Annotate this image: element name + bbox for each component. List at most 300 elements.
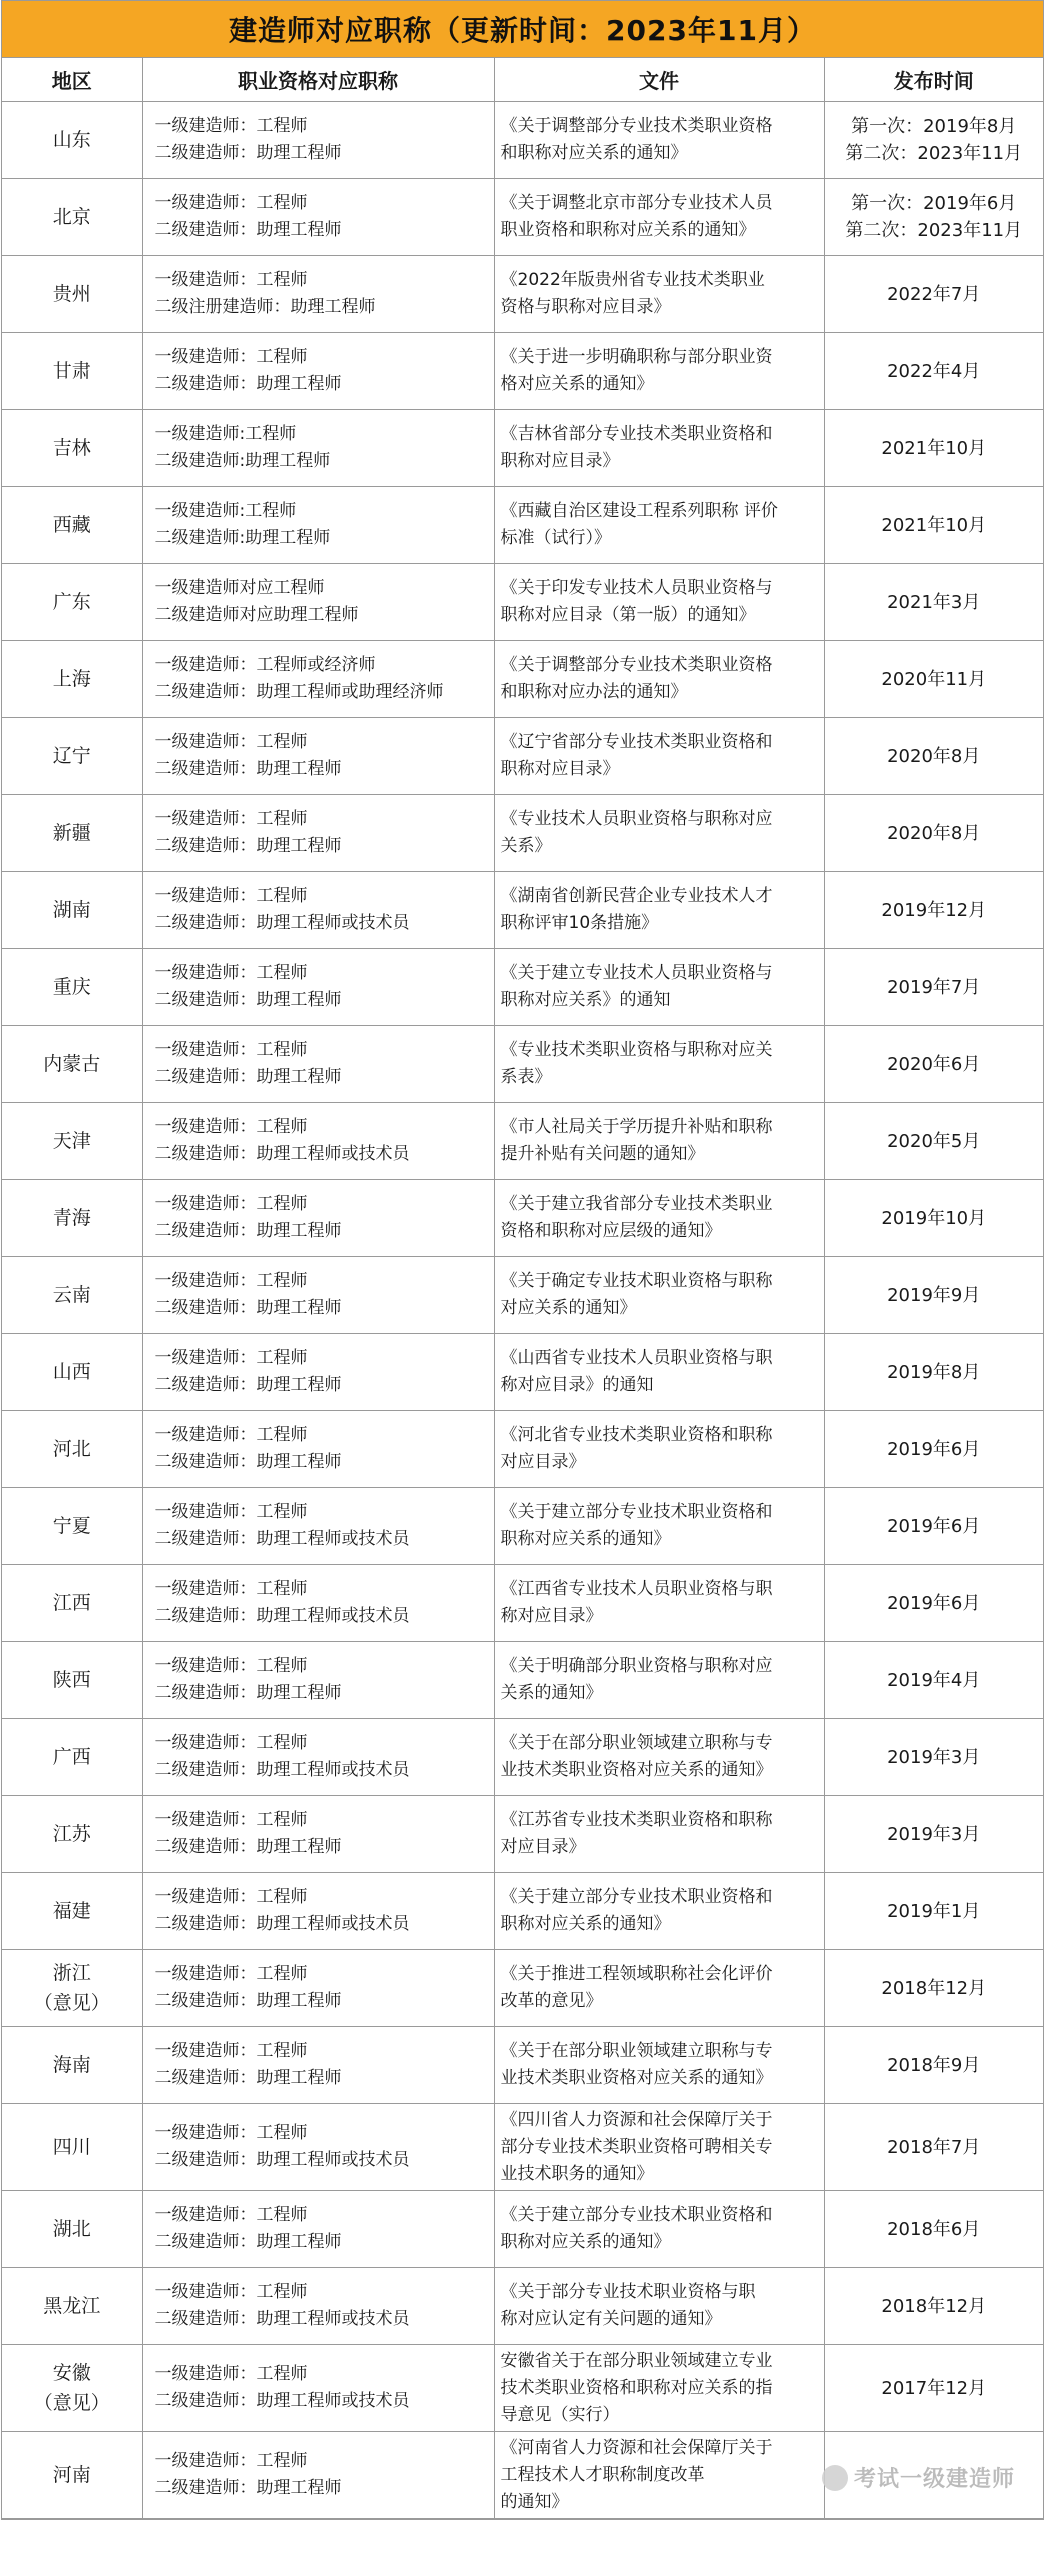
cell-document-line: 资格与职称对应目录》 (500, 297, 671, 317)
cell-date-line: 2022年7月 (887, 283, 981, 305)
cell-document-line: 业技术类职业资格对应关系的通知》 (500, 2068, 773, 2088)
cell-region-line: 广东 (52, 591, 91, 613)
cell-quals (142, 2268, 494, 2345)
table-row (2, 2432, 1043, 2519)
cell-quals (142, 2191, 494, 2268)
cell-date (824, 795, 1043, 872)
cell-document-line: 《四川省人力资源和社会保障厅关于 (500, 2109, 773, 2130)
cell-document (494, 333, 824, 410)
cell-date (824, 1796, 1043, 1873)
cell-document-line: 和职称对应办法的通知》 (500, 682, 688, 702)
cell-quals (142, 2027, 494, 2104)
cell-quals (142, 1565, 494, 1642)
cell-quals-line: 一级建造师：工程师 (154, 732, 308, 752)
cell-region-line: 内蒙古 (43, 1053, 101, 1075)
cell-region (2, 795, 142, 872)
cell-document-line: 《关于建立部分专业技术职业资格和 (500, 1502, 773, 1522)
cell-date-line: 2021年10月 (881, 437, 987, 459)
cell-region (2, 1257, 142, 1334)
cell-document-line: 《关于调整北京市部分专业技术人员 (500, 193, 773, 213)
cell-quals-line: 二级建造师：助理工程师或助理经济师 (154, 682, 444, 702)
cell-document-line: 《吉林省部分专业技术类职业资格和 (500, 424, 773, 444)
cell-quals-line: 二级建造师对应助理工程师 (154, 605, 359, 625)
cell-quals-line: 二级建造师：助理工程师或技术员 (154, 2150, 410, 2170)
cell-region (2, 564, 142, 641)
cell-region (2, 872, 142, 949)
cell-document-line: 《2022年版贵州省专业技术类职业 (500, 270, 765, 290)
cell-date (824, 2345, 1043, 2432)
cell-quals-line: 二级建造师：助理工程师 (154, 220, 342, 240)
cell-document (494, 1180, 824, 1257)
cell-quals (142, 1257, 494, 1334)
cell-quals-line: 一级建造师：工程师 (154, 2123, 308, 2143)
cell-region-line: 黑龙江 (43, 2295, 101, 2317)
cell-quals-line: 一级建造师：工程师 (154, 1040, 308, 1060)
cell-date-line: 2019年6月 (887, 1438, 981, 1460)
cell-quals (142, 795, 494, 872)
cell-region-line: 青海 (52, 1207, 91, 1229)
cell-document-line: 《关于在部分职业领域建立职称与专 (500, 1733, 773, 1753)
cell-region-line: 上海 (52, 668, 91, 690)
cell-region (2, 1334, 142, 1411)
cell-quals (142, 1796, 494, 1873)
cell-quals-line: 一级建造师：工程师 (154, 2451, 308, 2471)
cell-quals (142, 1642, 494, 1719)
cell-region (2, 641, 142, 718)
cell-quals (142, 102, 494, 179)
cell-document (494, 718, 824, 795)
cell-region-line: 湖北 (52, 2218, 91, 2240)
cell-document-line: 《河南省人力资源和社会保障厅关于 (500, 2437, 773, 2458)
cell-region-line: 河南 (52, 2464, 91, 2486)
cell-quals (142, 1873, 494, 1950)
cell-quals (142, 718, 494, 795)
cell-quals-line: 二级建造师：助理工程师 (154, 1991, 342, 2011)
cell-quals (142, 1950, 494, 2027)
cell-quals (142, 2432, 494, 2519)
cell-document-line: 职称对应目录》 (500, 759, 620, 779)
cell-region-line: 江西 (52, 1592, 91, 1614)
cell-quals-line: 二级建造师：助理工程师 (154, 1298, 342, 1318)
cell-document (494, 1642, 824, 1719)
cell-document (494, 487, 824, 564)
cell-document-line: 部分专业技术类职业资格可聘相关专 (500, 2136, 773, 2157)
table-row (2, 2027, 1043, 2104)
cell-document-line: 提升补贴有关问题的通知》 (500, 1144, 705, 1164)
table-row (2, 2191, 1043, 2268)
cell-document-line: 《专业技术人员职业资格与职称对应 (500, 809, 773, 829)
header-region: 地区 (2, 58, 142, 102)
cell-region-line: 陕西 (52, 1669, 91, 1691)
cell-document-line: 工程技术人才职称制度改革 (500, 2464, 705, 2485)
credential-table-sheet (1, 0, 1044, 2520)
cell-date (824, 333, 1043, 410)
cell-quals-line: 二级建造师：助理工程师 (154, 2068, 342, 2088)
cell-region (2, 1103, 142, 1180)
cell-date (824, 2027, 1043, 2104)
cell-document-line: 《关于建立专业技术人员职业资格与 (500, 963, 773, 983)
cell-document-line: 导意见（实行） (500, 2404, 620, 2425)
cell-region (2, 1950, 142, 2027)
cell-region-line: 吉林 (52, 437, 91, 459)
cell-quals (142, 333, 494, 410)
cell-quals-line: 二级建造师：助理工程师 (154, 1375, 342, 1395)
cell-date-line: 2019年9月 (887, 1284, 981, 1306)
cell-date-line: 2018年9月 (887, 2054, 981, 2076)
cell-document-line: 职称对应关系的通知》 (500, 1529, 671, 1549)
table-row (2, 1796, 1043, 1873)
header-document: 文件 (494, 58, 824, 102)
cell-quals-line: 二级建造师：助理工程师 (154, 836, 342, 856)
cell-document-line: 《关于在部分职业领域建立职称与专 (500, 2041, 773, 2061)
cell-date-line: 2020年11月 (881, 668, 987, 690)
cell-date-line: 2017年12月 (881, 2377, 987, 2399)
cell-region-line: （意见） (33, 2392, 110, 2414)
cell-region (2, 1642, 142, 1719)
cell-document-line: 业技术职务的通知》 (500, 2163, 654, 2184)
cell-quals-line: 二级建造师：助理工程师 (154, 990, 342, 1010)
table-row (2, 2345, 1043, 2432)
cell-document-line: 《关于建立我省部分专业技术类职业 (500, 1194, 773, 1214)
cell-quals-line: 二级注册建造师：助理工程师 (154, 297, 376, 317)
cell-quals (142, 256, 494, 333)
cell-document-line: 《关于建立部分专业技术职业资格和 (500, 1887, 773, 1907)
table-row (2, 949, 1043, 1026)
cell-quals-line: 一级建造师：工程师 (154, 270, 308, 290)
cell-quals-line: 一级建造师：工程师 (154, 886, 308, 906)
cell-document-line: 《湖南省创新民营企业专业技术人才 (500, 886, 773, 906)
cell-region-line: 辽宁 (52, 745, 91, 767)
cell-document-line: 职称对应关系》的通知 (500, 990, 671, 1010)
table-row (2, 179, 1043, 256)
cell-document (494, 2191, 824, 2268)
cell-document (494, 1565, 824, 1642)
table-row (2, 1334, 1043, 1411)
cell-quals-line: 二级建造师：助理工程师或技术员 (154, 1606, 410, 1626)
cell-region (2, 102, 142, 179)
cell-document (494, 102, 824, 179)
cell-date-line: 第一次：2019年8月 (851, 116, 1017, 137)
cell-document (494, 2268, 824, 2345)
cell-document-line: 《市人社局关于学历提升补贴和职称 (500, 1117, 773, 1137)
cell-quals-line: 二级建造师：助理工程师 (154, 759, 342, 779)
cell-date (824, 641, 1043, 718)
cell-document-line: 《关于建立部分专业技术职业资格和 (500, 2205, 773, 2225)
cell-region (2, 1565, 142, 1642)
cell-region (2, 1488, 142, 1565)
cell-date-line: 第二次：2023年11月 (845, 143, 1023, 164)
cell-quals-line: 一级建造师：工程师 (154, 1810, 308, 1830)
cell-quals-line: 一级建造师：工程师 (154, 1271, 308, 1291)
cell-region (2, 2345, 142, 2432)
cell-date-line: 2018年12月 (881, 1977, 987, 1999)
cell-region-line: 广西 (52, 1746, 91, 1768)
cell-region (2, 1719, 142, 1796)
cell-document-line: 职称对应关系的通知》 (500, 2232, 671, 2252)
cell-date (824, 179, 1043, 256)
cell-quals-line: 一级建造师：工程师或经济师 (154, 655, 376, 675)
cell-date (824, 1257, 1043, 1334)
cell-region-line: （意见） (33, 1992, 110, 2014)
cell-quals-line: 一级建造师：工程师 (154, 1194, 308, 1214)
cell-document-line: 关系》 (500, 836, 552, 856)
cell-region-line: 江苏 (52, 1823, 91, 1845)
table-row (2, 102, 1043, 179)
cell-document (494, 872, 824, 949)
cell-quals-line: 一级建造师：工程师 (154, 193, 308, 213)
cell-region-line: 海南 (52, 2054, 91, 2076)
cell-quals-line: 一级建造师对应工程师 (154, 578, 325, 598)
cell-region (2, 333, 142, 410)
cell-region-line: 西藏 (52, 514, 91, 536)
cell-date (824, 2268, 1043, 2345)
cell-quals-line: 一级建造师：工程师 (154, 2364, 308, 2384)
cell-quals (142, 1719, 494, 1796)
credential-table (2, 58, 1043, 2519)
cell-region (2, 1026, 142, 1103)
table-row (2, 1257, 1043, 1334)
cell-document (494, 2104, 824, 2191)
cell-quals-line: 一级建造师：工程师 (154, 1887, 308, 1907)
cell-document-line: 格对应关系的通知》 (500, 374, 654, 394)
cell-date-line: 2020年8月 (887, 745, 981, 767)
table-row (2, 1565, 1043, 1642)
cell-quals (142, 1026, 494, 1103)
cell-date (824, 564, 1043, 641)
cell-date-line: 2020年5月 (887, 1130, 981, 1152)
cell-document-line: 的通知》 (500, 2491, 569, 2512)
table-row (2, 872, 1043, 949)
cell-document-line: 资格和职称对应层级的通知》 (500, 1221, 722, 1241)
cell-document (494, 1103, 824, 1180)
cell-document-line: 技术类职业资格和职称对应关系的指 (500, 2377, 773, 2398)
cell-date (824, 2432, 1043, 2519)
cell-document (494, 641, 824, 718)
cell-document-line: 安徽省关于在部分职业领域建立专业 (500, 2350, 773, 2371)
table-row (2, 1026, 1043, 1103)
cell-date (824, 1873, 1043, 1950)
cell-quals-line: 二级建造师：助理工程师 (154, 374, 342, 394)
cell-document-line: 《江西省专业技术人员职业资格与职 (500, 1579, 773, 1599)
cell-quals (142, 872, 494, 949)
table-row (2, 1719, 1043, 1796)
table-row (2, 2268, 1043, 2345)
cell-date (824, 949, 1043, 1026)
cell-date-line: 2019年8月 (887, 1361, 981, 1383)
cell-region (2, 2432, 142, 2519)
cell-date (824, 487, 1043, 564)
table-row (2, 564, 1043, 641)
cell-document-line: 《河北省专业技术类职业资格和职称 (500, 1425, 773, 1445)
cell-document-line: 改革的意见》 (500, 1991, 603, 2011)
cell-date-line: 2018年6月 (887, 2218, 981, 2240)
cell-date-line: 2019年7月 (887, 976, 981, 998)
cell-quals-line: 一级建造师：工程师 (154, 116, 308, 136)
cell-region-line: 河北 (52, 1438, 91, 1460)
cell-document-line: 《关于明确部分职业资格与职称对应 (500, 1656, 773, 1676)
cell-region-line: 新疆 (52, 822, 91, 844)
cell-date-line: 第二次：2023年11月 (845, 220, 1023, 241)
cell-date-line: 2019年6月 (887, 1515, 981, 1537)
cell-document-line: 《关于印发专业技术人员职业资格与 (500, 578, 773, 598)
cell-date-line: 2019年10月 (881, 1207, 987, 1229)
table-title-bar (2, 1, 1043, 58)
cell-date-line: 2019年1月 (887, 1900, 981, 1922)
cell-region-line: 云南 (52, 1284, 91, 1306)
table-row (2, 1103, 1043, 1180)
cell-document (494, 1026, 824, 1103)
cell-quals-line: 二级建造师：助理工程师 (154, 1683, 342, 1703)
cell-document (494, 179, 824, 256)
cell-quals (142, 1411, 494, 1488)
table-row (2, 333, 1043, 410)
header-quals: 职业资格对应职称 (142, 58, 494, 102)
cell-quals-line: 一级建造师：工程师 (154, 1656, 308, 1676)
cell-region (2, 2191, 142, 2268)
cell-date-line: 2019年12月 (881, 899, 987, 921)
cell-date (824, 1411, 1043, 1488)
cell-region-line: 北京 (52, 206, 91, 228)
cell-quals-line: 一级建造师：工程师 (154, 1502, 308, 1522)
cell-quals-line: 二级建造师：助理工程师 (154, 2478, 342, 2498)
cell-document-line: 《关于调整部分专业技术类职业资格 (500, 655, 773, 675)
cell-quals-line: 二级建造师：助理工程师或技术员 (154, 1144, 410, 1164)
cell-region (2, 1873, 142, 1950)
table-row (2, 718, 1043, 795)
cell-quals (142, 949, 494, 1026)
cell-date (824, 1103, 1043, 1180)
cell-quals-line: 一级建造师：工程师 (154, 1348, 308, 1368)
cell-quals-line: 一级建造师：工程师 (154, 1579, 308, 1599)
cell-quals-line: 一级建造师：工程师 (154, 1117, 308, 1137)
cell-quals-line: 二级建造师：助理工程师或技术员 (154, 913, 410, 933)
cell-date-line: 2019年6月 (887, 1592, 981, 1614)
table-row (2, 641, 1043, 718)
cell-document-line: 职称对应目录》 (500, 451, 620, 471)
cell-quals (142, 1180, 494, 1257)
cell-region-line: 重庆 (52, 976, 91, 998)
watermark-text: 考试一级建造师 (853, 2467, 1015, 2492)
cell-document-line: 对应目录》 (500, 1452, 586, 1472)
cell-document-line: 《关于进一步明确职称与部分职业资 (500, 347, 773, 367)
cell-document-line: 《专业技术类职业资格与职称对应关 (500, 1040, 773, 1060)
cell-date (824, 718, 1043, 795)
table-title: 建造师对应职称（更新时间：2023年11月） (229, 14, 816, 47)
cell-document-line: 职称对应关系的通知》 (500, 1914, 671, 1934)
cell-quals-line: 二级建造师：助理工程师 (154, 1837, 342, 1857)
cell-quals-line: 二级建造师：助理工程师 (154, 2232, 342, 2252)
cell-quals (142, 1488, 494, 1565)
table-row (2, 410, 1043, 487)
cell-region (2, 718, 142, 795)
cell-document-line: 关系的通知》 (500, 1683, 603, 1703)
cell-quals-line: 二级建造师：助理工程师或技术员 (154, 2309, 410, 2329)
table-row (2, 1180, 1043, 1257)
cell-date (824, 2191, 1043, 2268)
cell-quals (142, 2104, 494, 2191)
cell-document-line: 职称评审10条措施》 (500, 913, 659, 933)
cell-date (824, 256, 1043, 333)
table-row (2, 1411, 1043, 1488)
cell-document (494, 949, 824, 1026)
cell-date (824, 102, 1043, 179)
cell-quals (142, 1103, 494, 1180)
cell-quals-line: 二级建造师:助理工程师 (154, 451, 331, 471)
cell-document-line: 对应关系的通知》 (500, 1298, 637, 1318)
table-row (2, 795, 1043, 872)
cell-region (2, 2104, 142, 2191)
cell-region-line: 湖南 (52, 899, 91, 921)
cell-region (2, 2268, 142, 2345)
cell-date-line: 2018年7月 (887, 2136, 981, 2158)
cell-document (494, 564, 824, 641)
cell-region (2, 1411, 142, 1488)
cell-region (2, 179, 142, 256)
cell-document (494, 1257, 824, 1334)
cell-quals-line: 一级建造师：工程师 (154, 347, 308, 367)
cell-region-line: 山东 (52, 129, 91, 151)
cell-region (2, 2027, 142, 2104)
cell-document (494, 1334, 824, 1411)
cell-document (494, 1411, 824, 1488)
cell-quals (142, 1334, 494, 1411)
cell-document-line: 称对应目录》 (500, 1606, 603, 1626)
cell-quals-line: 一级建造师：工程师 (154, 963, 308, 983)
cell-region-line: 宁夏 (52, 1515, 91, 1537)
table-row (2, 1873, 1043, 1950)
cell-region (2, 1796, 142, 1873)
cell-quals-line: 二级建造师：助理工程师 (154, 1221, 342, 1241)
cell-document-line: 《关于确定专业技术职业资格与职称 (500, 1271, 773, 1291)
cell-quals-line: 二级建造师：助理工程师 (154, 1067, 342, 1087)
cell-date-line: 2021年10月 (881, 514, 987, 536)
cell-document-line: 《江苏省专业技术类职业资格和职称 (500, 1810, 773, 1830)
cell-document-line: 称对应认定有关问题的通知》 (500, 2309, 722, 2329)
cell-document (494, 1950, 824, 2027)
cell-document-line: 《辽宁省部分专业技术类职业资格和 (500, 732, 773, 752)
cell-region-line: 浙江 (52, 1962, 91, 1984)
cell-date (824, 1950, 1043, 2027)
cell-quals-line: 一级建造师：工程师 (154, 2282, 308, 2302)
table-row (2, 256, 1043, 333)
cell-quals (142, 641, 494, 718)
cell-quals-line: 一级建造师:工程师 (154, 424, 297, 444)
cell-quals-line: 一级建造师：工程师 (154, 2205, 308, 2225)
table-body (2, 102, 1043, 2519)
cell-document (494, 2027, 824, 2104)
cell-document (494, 2345, 824, 2432)
cell-date-line: 2020年6月 (887, 1053, 981, 1075)
cell-document (494, 2432, 824, 2519)
cell-date (824, 410, 1043, 487)
table-row (2, 2104, 1043, 2191)
cell-date (824, 1334, 1043, 1411)
cell-date-line: 2022年4月 (887, 360, 981, 382)
cell-quals-line: 二级建造师:助理工程师 (154, 528, 331, 548)
table-row (2, 1950, 1043, 2027)
cell-region-line: 福建 (52, 1900, 91, 1922)
cell-date-line: 2021年3月 (887, 591, 981, 613)
cell-document (494, 795, 824, 872)
cell-region (2, 256, 142, 333)
cell-document-line: 《关于调整部分专业技术类职业资格 (500, 116, 773, 136)
cell-date (824, 1026, 1043, 1103)
cell-quals-line: 二级建造师：助理工程师 (154, 1452, 342, 1472)
cell-date-line: 2019年3月 (887, 1823, 981, 1845)
cell-region (2, 1180, 142, 1257)
cell-quals (142, 179, 494, 256)
cell-document (494, 1796, 824, 1873)
